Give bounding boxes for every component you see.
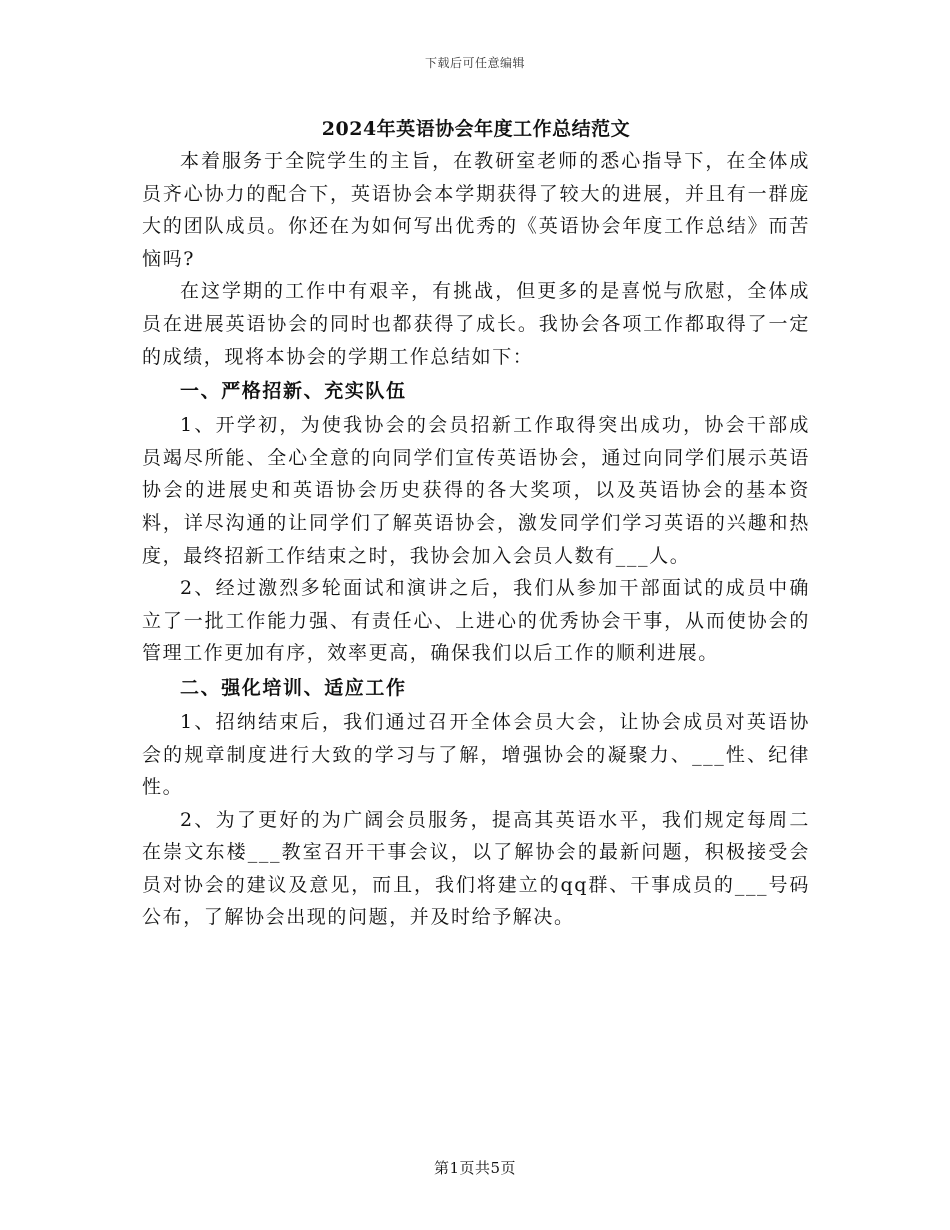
section-1-paragraph-2: 2、经过激烈多轮面试和演讲之后，我们从参加干部面试的成员中确立了一批工作能力强、有责任心、上进心的优秀协会干事，从而使协会的管理工作更加有序，效率更高，确保我们以后工作的顺利进展。 — [142, 577, 810, 665]
section-heading: 二、强化培训、适应工作 — [180, 676, 407, 699]
page-header: 下载后可任意编辑 — [424, 56, 525, 70]
section-heading: 一、严格招新、充实队伍 — [180, 380, 407, 403]
section-1 — [142, 373, 810, 670]
page-number: 第1页共5页 — [433, 1159, 517, 1177]
document-title: 2024年英语协会年度工作总结范文 — [321, 118, 631, 140]
section-2-paragraph-2: 2、为了更好的为广阔会员服务，提高其英语水平，我们规定每周二在崇文东楼___教室召开干事会议，以了解协会的最新问题，积极接受会员对协会的建议及意见，而且，我们将建立的qq群、干事成员的___号码公布，了解协会出现的问题，并及时给予解决。 — [142, 808, 810, 929]
document-body — [142, 113, 810, 934]
section-2-paragraph-1: 1、招纳结束后，我们通过召开全体会员大会，让协会成员对英语协会的规章制度进行大致的学习与了解，增强协会的凝聚力、___性、纪律性。 — [142, 710, 810, 799]
intro-paragraph-1: 本着服务于全院学生的主旨，在教研室老师的悉心指导下，在全体成员齐心协力的配合下，英语协会本学期获得了较大的进展，并且有一群庞大的团队成员。你还在为如何写出优秀的《英语协会年度工作总结》而苦恼吗? — [142, 150, 810, 270]
section-1-paragraph-1: 1、开学初，为使我协会的会员招新工作取得突出成功，协会干部成员竭尽所能、全心全意的向同学们宣传英语协会，通过向同学们展示英语协会的进展史和英语协会历史获得的各大奖项，以及英语协会的基本资料，详尽沟通的让同学们了解英语协会，激发同学们学习英语的兴趣和热度，最终招新工作结束之时，我协会加入会员人数有___人。 — [142, 414, 810, 567]
section-2 — [142, 670, 810, 934]
intro-paragraph-2: 在这学期的工作中有艰辛，有挑战，但更多的是喜悦与欣慰，全体成员在进展英语协会的同时也都获得了成长。我协会各项工作都取得了一定的成绩，现将本协会的学期工作总结如下： — [142, 280, 810, 368]
